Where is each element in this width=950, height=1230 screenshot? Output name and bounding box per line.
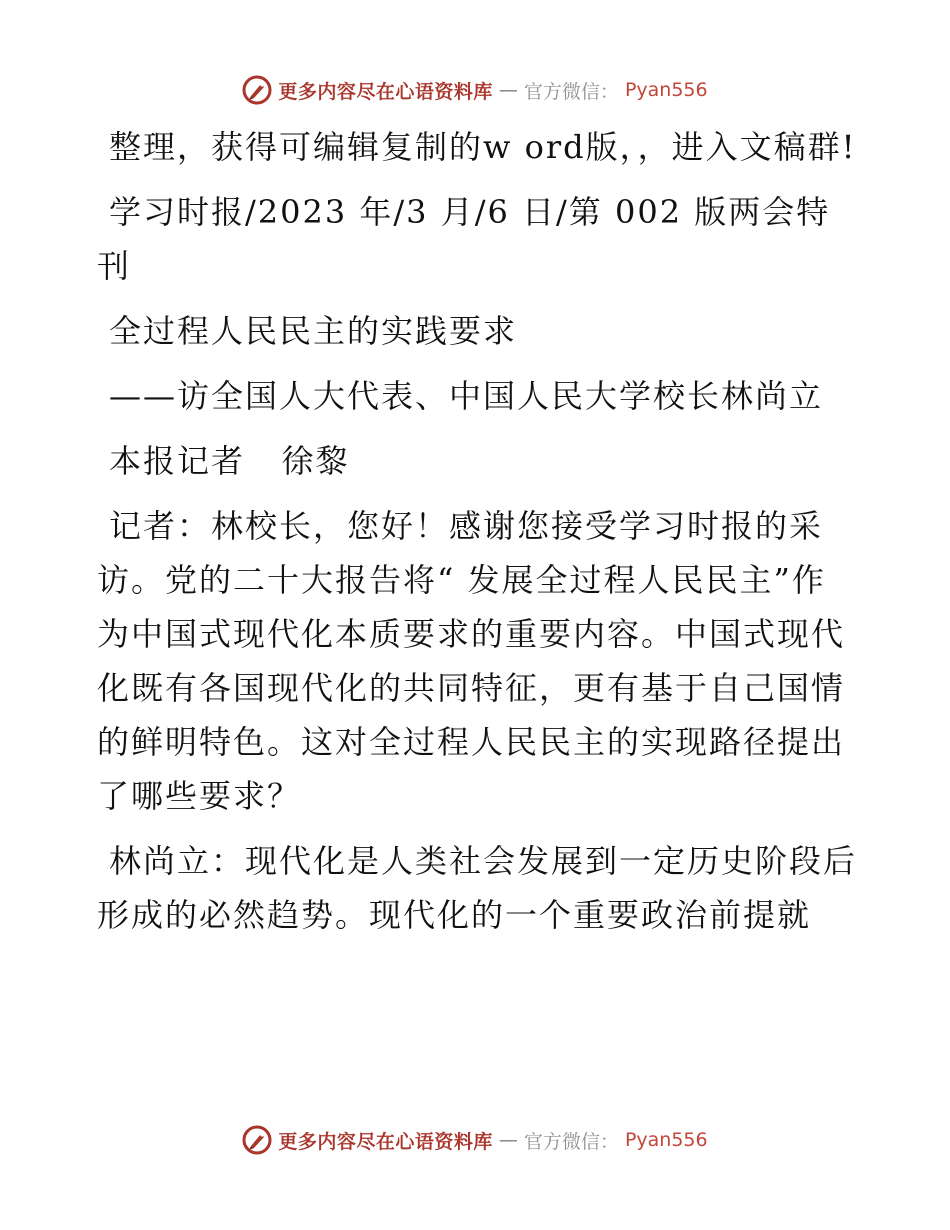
article-title: 全过程人民民主的实践要求 bbox=[109, 312, 518, 350]
article-subtitle: ——访全国人大代表、中国人民大学校长林尚立 bbox=[109, 377, 824, 415]
intro-line: 整理，获得可编辑复制的w ord版，，进入文稿群! bbox=[109, 128, 857, 166]
wechat-id: Pyan556 bbox=[624, 1129, 708, 1151]
promo-text: 更多内容尽在心语资料库 bbox=[278, 1130, 493, 1153]
interview-answer: 林尚立：现代化是人类社会发展到一定历史阶段后形成的必然趋势。现代化的一个重要政治前提就 bbox=[97, 842, 858, 934]
interview-question: 记者：林校长，您好！感谢您接受学习时报的采访。党的二十大报告将“ 发展全过程人民民主”作为中国式现代化本质要求的重要内容。中国式现代化既有各国现代化的共同特征，更有基于自己国情的鲜明特色。这对全过程人民民主的实现路径提出了哪些要求？ bbox=[97, 507, 846, 815]
wechat-id: Pyan556 bbox=[624, 79, 708, 101]
banner-separator: — bbox=[498, 79, 518, 101]
footer-banner bbox=[0, 1120, 950, 1160]
pen-logo-icon bbox=[242, 1125, 272, 1155]
header-banner bbox=[0, 70, 950, 110]
article-body bbox=[97, 120, 857, 953]
banner-separator: — bbox=[498, 1129, 518, 1151]
byline: 本报记者 徐黎 bbox=[109, 442, 350, 480]
wechat-label: 官方微信： bbox=[523, 80, 619, 103]
source-line: 学习时报/2023 年/3 月/6 日/第 002 版两会特刊 bbox=[97, 193, 831, 285]
wechat-label: 官方微信： bbox=[523, 1130, 619, 1153]
promo-text: 更多内容尽在心语资料库 bbox=[278, 80, 493, 103]
pen-logo-icon bbox=[242, 75, 272, 105]
